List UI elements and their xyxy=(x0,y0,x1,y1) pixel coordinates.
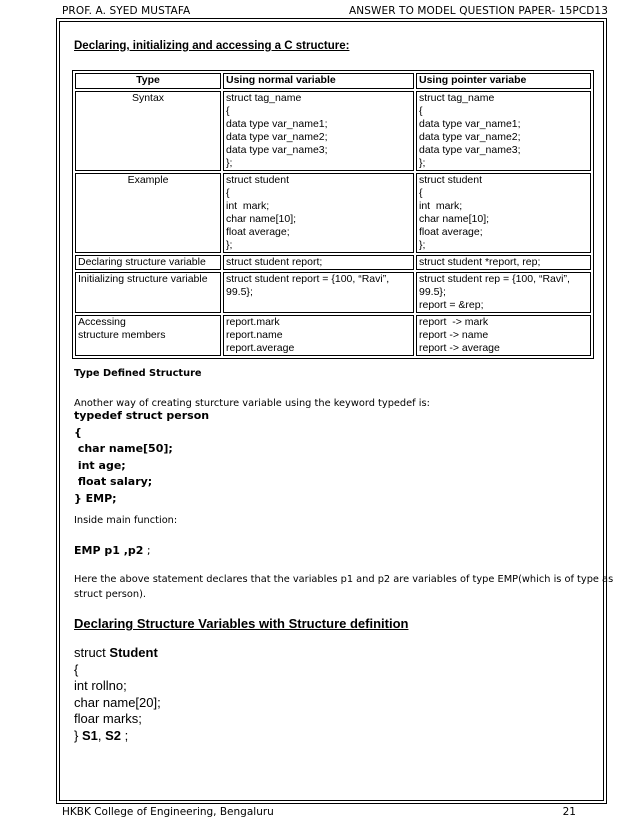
code-line: { xyxy=(74,425,82,439)
row-type: Syntax xyxy=(75,91,221,171)
row-type: Declaring structure variable xyxy=(75,255,221,270)
code-line: { xyxy=(74,661,79,677)
cell-normal xyxy=(223,272,414,313)
cell-pointer xyxy=(416,315,591,356)
struct-keyword: struct xyxy=(74,645,110,660)
cell-line: struct tag_name xyxy=(226,92,302,104)
cell-line: char name[10]; xyxy=(419,213,490,225)
section1-title: Declaring, initializing and accessing a C structure: xyxy=(74,40,350,52)
cell-line: data type var_name1; xyxy=(226,118,328,130)
cell-line: int mark; xyxy=(226,200,270,212)
typedef-title: Type Defined Structure xyxy=(74,368,202,379)
code-line: } EMP; xyxy=(74,491,117,505)
comma: , xyxy=(97,727,106,743)
cell-line: char name[10]; xyxy=(226,213,297,225)
cell-line: Accessing xyxy=(78,316,126,328)
cell-line: }; xyxy=(226,157,233,169)
struct-name: Student xyxy=(109,645,158,660)
cell-pointer xyxy=(416,272,591,313)
code-line: floar marks; xyxy=(74,711,142,726)
cell-pointer xyxy=(416,91,591,171)
cell-line: float average; xyxy=(419,226,483,238)
cell-line: { xyxy=(419,187,423,199)
cell-line: { xyxy=(226,105,230,117)
emp-decl: EMP p1 ,p2 xyxy=(74,544,144,557)
cell-line: int mark; xyxy=(419,200,463,212)
cell-line: 99.5}; xyxy=(419,286,446,298)
typedef-intro: Another way of creating sturcture variable using the keyword typedef is: xyxy=(74,398,430,409)
cell-line: }; xyxy=(226,239,233,251)
col-header-type: Type xyxy=(75,73,221,89)
cell-line: report -> average xyxy=(419,342,500,354)
table-row xyxy=(75,173,591,253)
cell-line: struct student *report, rep; xyxy=(419,256,541,268)
cell-line: data type var_name1; xyxy=(419,118,521,130)
struct-student-code xyxy=(74,645,161,744)
cell-line: report -> name xyxy=(419,329,489,341)
cell-line: report.mark xyxy=(226,316,280,328)
cell-normal xyxy=(223,173,414,253)
cell-line: data type var_name3; xyxy=(419,144,521,156)
cell-line: }; xyxy=(419,157,426,169)
cell-line: struct tag_name xyxy=(419,92,495,104)
col-header-normal: Using normal variable xyxy=(223,73,414,89)
cell-line: { xyxy=(419,105,423,117)
text-line: Here the above statement declares that the variables p1 and p2 are variables of type EMP(which is of type as xyxy=(74,574,614,585)
footer-college: HKBK College of Engineering, Bengaluru xyxy=(62,806,274,818)
code-line: int rollno; xyxy=(74,678,127,693)
cell-line: report -> mark xyxy=(419,316,489,328)
cell-line: structure members xyxy=(78,329,166,341)
section-title xyxy=(74,40,590,52)
text-line: struct person). xyxy=(74,589,147,600)
cell-normal xyxy=(223,255,414,270)
cell-normal xyxy=(223,91,414,171)
header-title: ANSWER TO MODEL QUESTION PAPER- 15PCD13 xyxy=(349,5,608,17)
comparison-table xyxy=(72,70,594,359)
cell-line: 99.5}; xyxy=(226,286,253,298)
inside-main-label: Inside main function: xyxy=(74,515,178,526)
table-row xyxy=(75,91,591,171)
explanation-text xyxy=(74,572,613,602)
code-line: char name[50]; xyxy=(74,442,173,455)
cell-line: data type var_name3; xyxy=(226,144,328,156)
cell-pointer xyxy=(416,173,591,253)
cell-line: { xyxy=(226,187,230,199)
emp-declaration xyxy=(74,544,151,557)
var-s1: S1 xyxy=(81,727,98,743)
var-s2: S2 xyxy=(105,727,122,743)
end-semicolon: ; xyxy=(121,727,129,743)
cell-line: report = &rep; xyxy=(419,299,484,311)
cell-line: data type var_name2; xyxy=(226,131,328,143)
table-header-row xyxy=(75,73,591,89)
cell-pointer xyxy=(416,255,591,270)
cell-line: struct student report; xyxy=(226,256,323,268)
code-line xyxy=(74,645,161,662)
emp-semicolon: ; xyxy=(143,544,151,557)
row-type: Example xyxy=(75,173,221,253)
table-row xyxy=(75,255,591,270)
cell-line: float average; xyxy=(226,226,290,238)
cell-line: struct student report = {100, “Ravi”, xyxy=(226,273,390,285)
code-line: float salary; xyxy=(74,475,153,488)
cell-line: data type var_name2; xyxy=(419,131,521,143)
cell-line: struct student xyxy=(419,174,483,186)
code-line: int age; xyxy=(74,458,126,472)
code-line xyxy=(74,728,161,745)
cell-line: report.average xyxy=(226,342,295,354)
cell-line: report.name xyxy=(226,329,283,341)
code-line: typedef struct person xyxy=(74,409,210,422)
typedef-code xyxy=(74,408,209,507)
table-row xyxy=(75,272,591,313)
header-author: PROF. A. SYED MUSTAFA xyxy=(62,5,191,17)
cell-line: }; xyxy=(419,239,426,251)
row-type: Initializing structure variable xyxy=(75,272,221,313)
section2-title: Declaring Structure Variables with Structure definition xyxy=(74,616,409,631)
col-header-pointer: Using pointer variabe xyxy=(416,73,591,89)
cell-line: struct student rep = {100, “Ravi”, xyxy=(419,273,570,285)
cell-line: struct student xyxy=(226,174,290,186)
row-type xyxy=(75,315,221,356)
code-line: char name[20]; xyxy=(74,694,161,710)
close-brace: } xyxy=(74,727,82,743)
footer-page-number: 21 xyxy=(562,806,576,818)
cell-normal xyxy=(223,315,414,356)
table-row xyxy=(75,315,591,356)
